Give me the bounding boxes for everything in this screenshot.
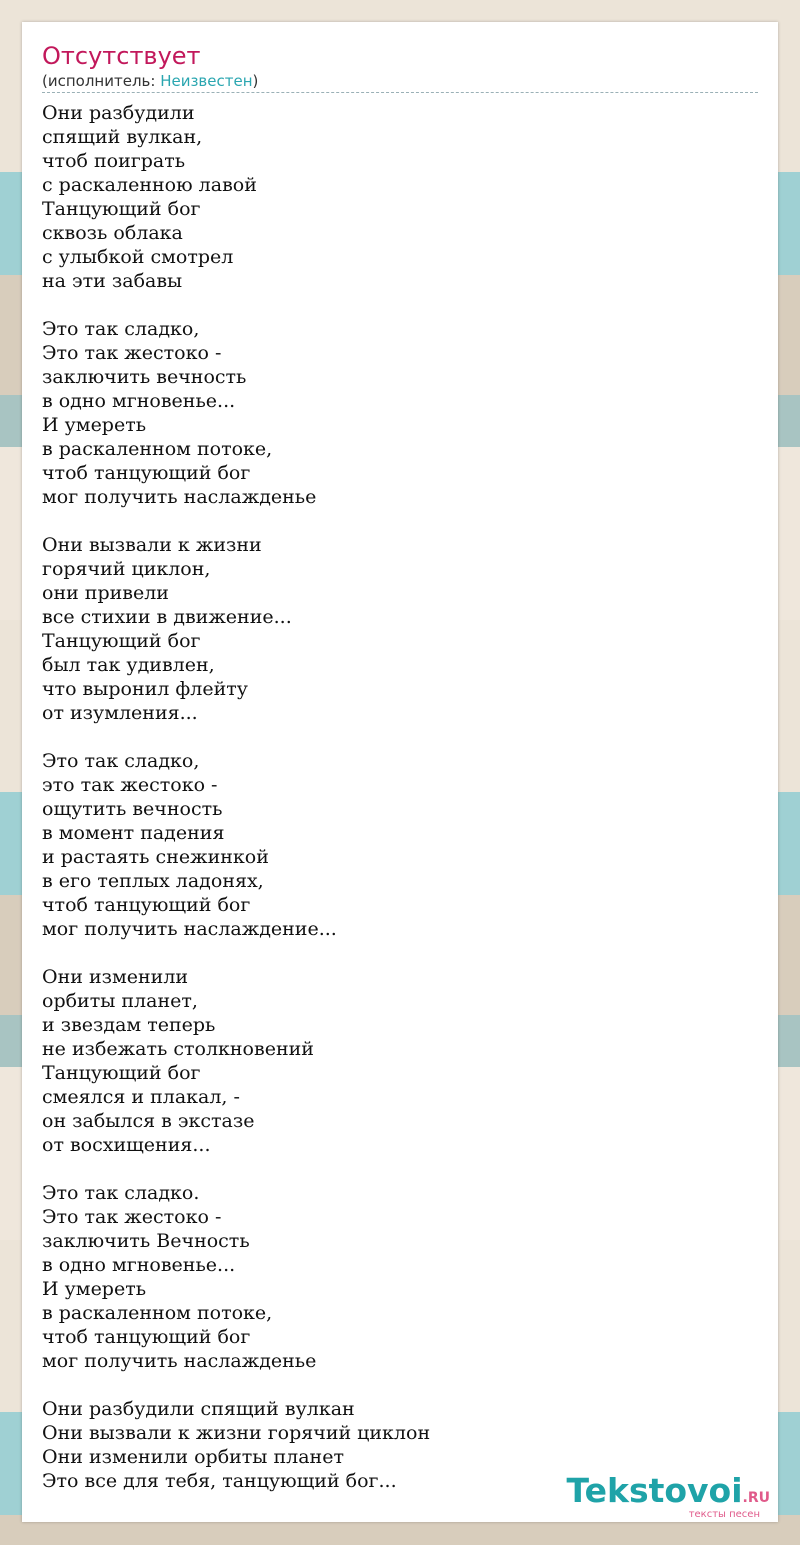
logo-tld: .RU [742, 1490, 770, 1506]
song-title: Отсутствует [42, 42, 201, 70]
lyrics-text: Они разбудили спящий вулкан, чтоб поиграть с раскаленною лавой Танцующий бог сквозь облака с улыбкой смотрел на эти забавы Это так сладко, Это так жестоко - заключить вечность в одно мгновенье... И умереть в раскаленном потоке, чтоб танцующий бог мог получить наслажденье Они вызвали к жизни горячий циклон, они привели все стихии в движение... Танцующий бог был так удивлен, что выронил флейту от изумления... Это так сладко, это так жестоко - ощутить вечность в момент падения и растаять снежинкой в его теплых ладонях, чтоб танцующий бог мог получить наслаждение... Они изменили орбиты планет, и звездам теперь не избежать столкновений Танцующий бог смеялся и плакал, - он забылся в экстазе от восхищения... Это так сладко. Это так жестоко - заключить Вечность в одно мгновенье... И умереть в раскаленном потоке, чтоб танцующий бог мог получить наслажденье Они разбудили спящий вулкан Они вызвали к жизни горячий циклон Они изменили орбиты планет Это все для тебя, танцующий бог... [42, 102, 431, 1492]
song-header [42, 40, 758, 93]
logo-tagline: тексты песен [688, 1509, 760, 1520]
artist-link[interactable]: Неизвестен [160, 72, 253, 90]
site-logo[interactable] [566, 1473, 770, 1520]
performer-prefix: (исполнитель: [42, 72, 161, 90]
performer-suffix: ) [252, 72, 259, 90]
logo-name: Tekstovoi [566, 1471, 743, 1510]
performer-line [42, 72, 758, 90]
lyrics-card [22, 22, 778, 1522]
